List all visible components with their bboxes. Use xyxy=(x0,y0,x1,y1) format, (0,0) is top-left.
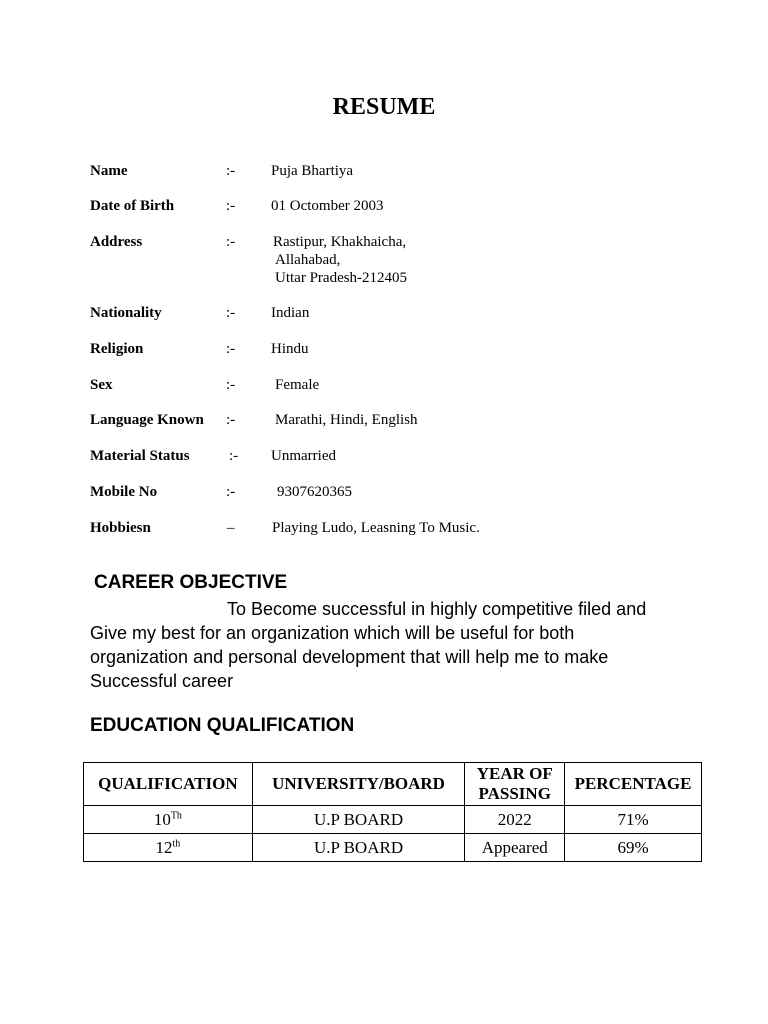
qualification-value: 10 xyxy=(153,809,171,829)
percentage-cell: 71% xyxy=(565,806,702,834)
table-row xyxy=(84,806,702,834)
info-separator: :- xyxy=(229,448,239,464)
info-value: Playing Ludo, Leasning To Music. xyxy=(272,520,480,536)
board-cell: U.P BOARD xyxy=(252,806,465,834)
info-label: Date of Birth xyxy=(90,198,175,214)
info-label: Sex xyxy=(90,377,113,393)
qualification-cell xyxy=(84,834,253,862)
info-value: Hindu xyxy=(271,341,309,357)
year-cell: Appeared xyxy=(465,834,565,862)
info-value: Indian xyxy=(271,305,310,321)
objective-line: Successful career xyxy=(90,671,234,691)
address-line: Allahabad, xyxy=(275,252,341,268)
column-header: UNIVERSITY/BOARD xyxy=(252,763,465,806)
info-value: Puja Bhartiya xyxy=(271,163,354,179)
career-objective-text xyxy=(90,597,690,693)
info-value: 01 Octomber 2003 xyxy=(271,198,384,214)
address-line: Uttar Pradesh-212405 xyxy=(275,270,408,286)
info-value: Marathi, Hindi, English xyxy=(275,412,418,428)
qualification-suffix: Th xyxy=(170,809,182,821)
info-separator: :- xyxy=(226,341,236,357)
info-label: Name xyxy=(90,163,128,179)
qualification-value: 12 xyxy=(155,837,173,857)
info-label: Language Known xyxy=(90,412,204,428)
info-separator: – xyxy=(227,520,235,536)
objective-line: organization and personal development that will help me to make xyxy=(90,647,609,667)
qualification-suffix: th xyxy=(172,837,181,849)
year-cell: 2022 xyxy=(465,806,565,834)
info-separator: :- xyxy=(226,163,236,179)
qualification-cell xyxy=(84,806,253,834)
column-header: QUALIFICATION xyxy=(84,763,253,806)
table-row xyxy=(84,834,702,862)
info-value: Unmarried xyxy=(271,448,336,464)
info-separator: :- xyxy=(226,484,236,500)
info-label: Nationality xyxy=(90,305,162,321)
table-header-row xyxy=(84,763,702,806)
info-label: Material Status xyxy=(90,448,190,464)
info-separator: :- xyxy=(226,377,236,393)
address-value xyxy=(273,233,407,287)
objective-line: To Become successful in highly competitive filed and xyxy=(227,599,647,619)
info-label: Religion xyxy=(90,341,144,357)
column-header: YEAR OF PASSING xyxy=(465,763,565,806)
info-value: 9307620365 xyxy=(277,484,352,500)
career-objective-heading: CAREER OBJECTIVE xyxy=(94,572,288,593)
info-value: Female xyxy=(275,377,320,393)
info-separator: :- xyxy=(226,234,236,250)
info-separator: :- xyxy=(226,412,236,428)
info-label: Mobile No xyxy=(90,484,158,500)
info-label: Address xyxy=(90,234,143,250)
resume-title: RESUME xyxy=(332,94,436,120)
education-table xyxy=(83,762,702,862)
address-line: Rastipur, Khakhaicha, xyxy=(273,234,407,250)
column-header: PERCENTAGE xyxy=(565,763,702,806)
education-heading: EDUCATION QUALIFICATION xyxy=(90,715,355,736)
percentage-cell: 69% xyxy=(565,834,702,862)
objective-line: Give my best for an organization which will be useful for both xyxy=(90,623,575,643)
board-cell: U.P BOARD xyxy=(252,834,465,862)
info-separator: :- xyxy=(226,305,236,321)
info-label: Hobbiesn xyxy=(90,520,151,536)
info-separator: :- xyxy=(226,198,236,214)
